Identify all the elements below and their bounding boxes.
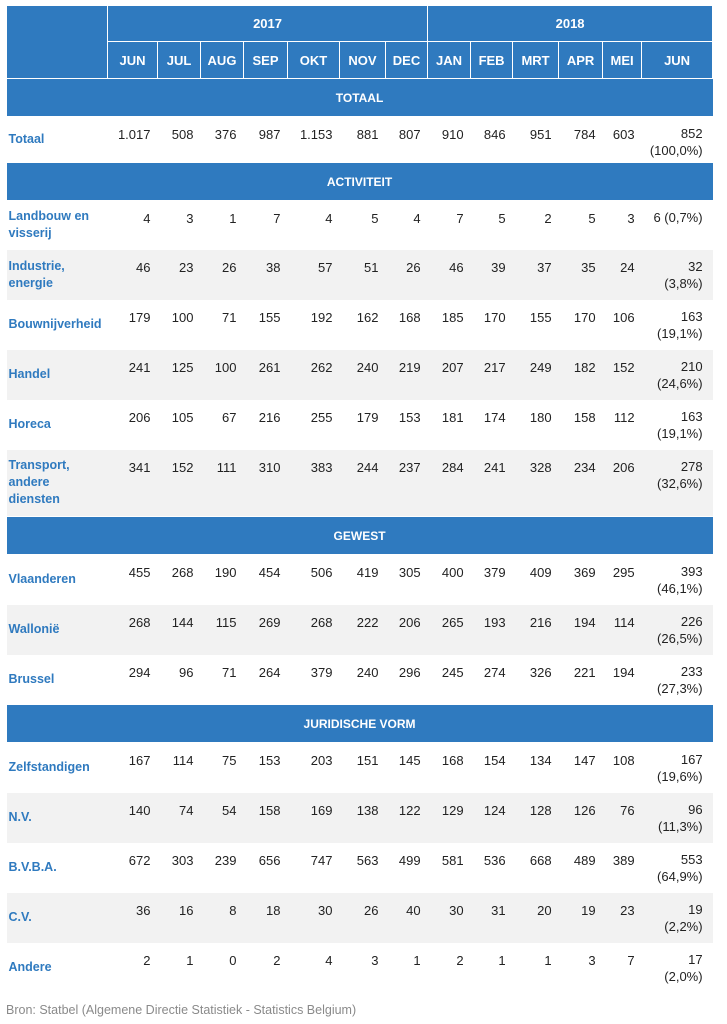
value-cell-latest — [642, 250, 713, 300]
value-cell: 987 — [258, 127, 281, 142]
value-cell-latest — [642, 843, 713, 893]
value-cell: 46 — [108, 250, 158, 300]
value-cell: 167 — [128, 753, 151, 768]
value-cell: 207 — [428, 350, 471, 400]
value-cell: 656 — [258, 852, 281, 868]
value-cell-latest — [642, 555, 713, 605]
value-cell: 383 — [288, 450, 340, 517]
latest-value-line: 163 — [680, 408, 703, 424]
month-header: OKT — [288, 42, 340, 79]
value-cell: 455 — [128, 565, 151, 580]
value-cell: 128 — [513, 793, 559, 843]
value-cell: 35 — [559, 250, 603, 300]
value-cell: 206 — [603, 450, 642, 517]
latest-value-line: (2,0%) — [664, 968, 703, 984]
section-title: JURIDISCHE VORM — [7, 705, 713, 743]
month-header: NOV — [340, 42, 386, 79]
latest-value-line: 393 — [680, 564, 703, 579]
table-row — [7, 943, 713, 993]
section-header-row — [7, 79, 713, 117]
year-header: 2017 — [108, 6, 428, 42]
value-cell-latest — [642, 117, 713, 163]
row-label: Transport, andere diensten — [7, 450, 108, 517]
header-corner — [7, 6, 108, 79]
latest-value-line: 163 — [680, 308, 703, 324]
value-cell: 7 — [627, 952, 635, 968]
value-cell: 37 — [513, 250, 559, 300]
value-cell: 262 — [288, 350, 340, 400]
table-row — [7, 555, 713, 605]
latest-value-line: (32,6%) — [657, 475, 703, 491]
value-cell: 170 — [483, 309, 506, 325]
latest-value-line: 233 — [680, 663, 703, 679]
value-cell: 114 — [603, 605, 642, 655]
value-cell: 296 — [398, 664, 421, 680]
value-cell: 268 — [108, 605, 158, 655]
value-cell-latest — [642, 893, 713, 943]
latest-value-line: 226 — [680, 613, 703, 629]
latest-value-line: 19 — [688, 901, 703, 917]
value-cell: 71 — [222, 664, 237, 680]
value-cell-latest — [642, 300, 713, 350]
value-cell: 672 — [128, 852, 151, 868]
latest-value-line: (24,6%) — [657, 375, 703, 391]
value-cell: 240 — [340, 350, 386, 400]
value-cell: 126 — [559, 793, 603, 843]
value-cell-latest — [642, 201, 713, 250]
latest-value-line: (26,5%) — [657, 630, 703, 646]
value-cell: 19 — [559, 893, 603, 943]
value-cell: 536 — [483, 852, 506, 868]
row-label: Zelfstandigen — [8, 760, 90, 775]
value-cell: 369 — [573, 565, 596, 580]
latest-value-line: 553 — [680, 851, 703, 867]
value-cell: 111 — [201, 450, 244, 517]
value-cell: 112 — [613, 409, 635, 425]
value-cell: 784 — [573, 127, 596, 142]
value-cell: 100 — [201, 350, 244, 400]
value-cell: 239 — [214, 852, 237, 868]
value-cell: 747 — [310, 852, 333, 868]
value-cell: 4 — [325, 952, 333, 968]
latest-value-line: (2,2%) — [664, 918, 703, 934]
value-cell: 26 — [386, 250, 428, 300]
row-label: Andere — [8, 960, 52, 974]
value-cell: 409 — [529, 565, 552, 580]
table-row — [7, 605, 713, 655]
value-cell: 145 — [398, 753, 421, 768]
value-cell: 216 — [513, 605, 559, 655]
latest-value-line: (19,1%) — [657, 425, 703, 441]
month-header: JUL — [158, 42, 201, 79]
value-cell: 241 — [471, 450, 513, 517]
value-cell: 106 — [612, 309, 635, 325]
value-cell: 153 — [398, 409, 421, 425]
latest-value-line: (46,1%) — [657, 581, 703, 596]
value-cell: 71 — [222, 309, 237, 325]
value-cell: 489 — [573, 852, 596, 868]
value-cell: 419 — [356, 565, 379, 580]
value-cell: 154 — [483, 753, 506, 768]
value-cell: 138 — [340, 793, 386, 843]
value-cell: 194 — [612, 664, 635, 680]
latest-value-line: (3,8%) — [664, 275, 703, 291]
latest-value-line: 6 (0,7%) — [653, 210, 703, 225]
value-cell: 376 — [214, 127, 237, 142]
latest-value-line: (11,3%) — [658, 818, 703, 834]
value-cell: 910 — [441, 127, 464, 142]
value-cell: 26 — [340, 893, 386, 943]
value-cell: 3 — [627, 211, 635, 226]
value-cell: 147 — [573, 753, 596, 768]
value-cell: 881 — [356, 127, 379, 142]
value-cell: 75 — [222, 753, 237, 768]
value-cell: 16 — [158, 893, 201, 943]
value-cell: 1.017 — [117, 127, 151, 142]
value-cell-latest — [642, 793, 713, 843]
value-cell: 264 — [258, 664, 281, 680]
value-cell: 1 — [413, 952, 421, 968]
value-cell: 31 — [471, 893, 513, 943]
value-cell: 134 — [529, 753, 552, 768]
value-cell: 2 — [143, 952, 151, 968]
value-cell: 255 — [310, 409, 333, 425]
value-cell: 284 — [428, 450, 471, 517]
row-label: Industrie, energie — [7, 250, 108, 300]
value-cell: 124 — [471, 793, 513, 843]
latest-value-line: (64,9%) — [657, 868, 703, 884]
section-title: GEWEST — [7, 517, 713, 555]
value-cell: 508 — [171, 127, 194, 142]
value-cell: 125 — [158, 350, 201, 400]
value-cell: 951 — [529, 127, 552, 142]
value-cell: 115 — [201, 605, 244, 655]
value-cell: 153 — [258, 753, 281, 768]
latest-value-line: 852 — [680, 126, 703, 141]
value-cell: 26 — [201, 250, 244, 300]
value-cell: 2 — [544, 211, 552, 226]
value-cell: 400 — [441, 565, 464, 580]
value-cell: 67 — [222, 409, 237, 425]
value-cell: 23 — [158, 250, 201, 300]
table-row — [7, 843, 713, 893]
latest-value-line: 210 — [680, 358, 703, 374]
value-cell: 303 — [171, 852, 194, 868]
year-header-row — [7, 6, 713, 42]
value-cell: 181 — [441, 409, 464, 425]
month-header: JUN — [108, 42, 158, 79]
value-cell: 39 — [471, 250, 513, 300]
value-cell: 5 — [498, 211, 506, 226]
value-cell: 237 — [386, 450, 428, 517]
value-cell: 105 — [171, 409, 194, 425]
value-cell: 216 — [258, 409, 281, 425]
value-cell-latest — [642, 655, 713, 705]
row-label: Handel — [7, 350, 108, 400]
value-cell: 244 — [340, 450, 386, 517]
table-row — [7, 117, 713, 163]
latest-value-line: (27,3%) — [657, 680, 703, 696]
value-cell: 194 — [559, 605, 603, 655]
value-cell: 4 — [413, 211, 421, 226]
month-header: SEP — [244, 42, 288, 79]
table-body — [7, 79, 713, 993]
latest-value-line: 96 — [688, 801, 703, 817]
table-row — [7, 250, 713, 300]
value-cell: 108 — [612, 753, 635, 768]
section-header-row — [7, 517, 713, 555]
table-header — [7, 6, 713, 79]
value-cell: 1 — [186, 952, 194, 968]
value-cell: 30 — [288, 893, 340, 943]
latest-value-line: 167 — [680, 752, 703, 767]
latest-value-line: (100,0%) — [649, 143, 703, 158]
value-cell: 206 — [386, 605, 428, 655]
month-header: FEB — [471, 42, 513, 79]
value-cell: 46 — [428, 250, 471, 300]
value-cell: 168 — [398, 309, 421, 325]
value-cell: 305 — [398, 565, 421, 580]
value-cell: 379 — [483, 565, 506, 580]
latest-value-line: 278 — [680, 458, 703, 474]
month-header: MRT — [513, 42, 559, 79]
value-cell: 51 — [340, 250, 386, 300]
value-cell: 24 — [603, 250, 642, 300]
row-label: C.V. — [7, 893, 108, 943]
value-cell: 169 — [288, 793, 340, 843]
value-cell: 294 — [128, 664, 151, 680]
value-cell: 140 — [108, 793, 158, 843]
value-cell: 563 — [356, 852, 379, 868]
table-row — [7, 893, 713, 943]
value-cell: 240 — [356, 664, 379, 680]
value-cell: 20 — [513, 893, 559, 943]
month-header: JUN — [642, 42, 713, 79]
value-cell: 245 — [441, 664, 464, 680]
value-cell: 155 — [529, 309, 552, 325]
value-cell: 603 — [612, 127, 635, 142]
value-cell-latest — [642, 450, 713, 517]
value-cell: 114 — [172, 753, 194, 768]
value-cell: 36 — [108, 893, 158, 943]
source-note: Bron: Statbel (Algemene Directie Statistiek - Statistics Belgium) — [6, 1003, 357, 1017]
month-header: APR — [559, 42, 603, 79]
value-cell: 122 — [386, 793, 428, 843]
value-cell: 268 — [171, 565, 194, 580]
value-cell: 506 — [310, 565, 333, 580]
value-cell: 129 — [428, 793, 471, 843]
value-cell: 261 — [244, 350, 288, 400]
row-label: Brussel — [8, 671, 55, 686]
value-cell-latest — [642, 605, 713, 655]
value-cell: 241 — [108, 350, 158, 400]
value-cell: 310 — [244, 450, 288, 517]
row-label: Wallonië — [7, 605, 108, 655]
value-cell: 846 — [483, 127, 506, 142]
value-cell: 158 — [244, 793, 288, 843]
row-label: Vlaanderen — [8, 572, 76, 587]
latest-value-line: (19,6%) — [657, 769, 703, 784]
latest-value-line: 32 — [688, 258, 703, 274]
value-cell: 1 — [498, 952, 506, 968]
value-cell: 668 — [529, 852, 552, 868]
value-cell: 454 — [258, 565, 281, 580]
value-cell: 18 — [244, 893, 288, 943]
value-cell: 151 — [356, 753, 379, 768]
value-cell: 4 — [143, 211, 151, 226]
table-row — [7, 793, 713, 843]
value-cell: 274 — [483, 664, 506, 680]
month-header: AUG — [201, 42, 244, 79]
value-cell: 379 — [310, 664, 333, 680]
month-header-row — [7, 42, 713, 79]
statistics-table — [6, 5, 713, 993]
value-cell: 499 — [398, 852, 421, 868]
row-label: B.V.B.A. — [8, 860, 57, 874]
section-title: TOTAAL — [7, 79, 713, 117]
value-cell: 1 — [229, 211, 237, 226]
value-cell: 3 — [186, 211, 194, 226]
value-cell: 3 — [371, 952, 379, 968]
month-header: DEC — [386, 42, 428, 79]
value-cell: 152 — [158, 450, 201, 517]
latest-value-line: 17 — [688, 951, 703, 967]
value-cell: 221 — [573, 664, 596, 680]
table-row — [7, 201, 713, 250]
table-row — [7, 450, 713, 517]
row-label: Landbouw en visserij — [8, 209, 90, 241]
value-cell: 155 — [258, 309, 281, 325]
value-cell: 1.153 — [299, 127, 333, 142]
table-row — [7, 655, 713, 705]
value-cell-latest — [642, 350, 713, 400]
year-header: 2018 — [428, 6, 713, 42]
value-cell: 2 — [456, 952, 464, 968]
value-cell: 192 — [310, 309, 333, 325]
value-cell: 168 — [441, 753, 464, 768]
section-header-row — [7, 163, 713, 201]
value-cell: 96 — [179, 664, 194, 680]
section-header-row — [7, 705, 713, 743]
table-row — [7, 400, 713, 450]
value-cell: 4 — [325, 211, 333, 226]
value-cell: 217 — [471, 350, 513, 400]
table-row — [7, 350, 713, 400]
value-cell: 74 — [158, 793, 201, 843]
row-label: N.V. — [7, 793, 108, 843]
value-cell: 203 — [310, 753, 333, 768]
value-cell: 40 — [386, 893, 428, 943]
value-cell: 174 — [483, 409, 506, 425]
value-cell: 341 — [108, 450, 158, 517]
row-label: Totaal — [8, 132, 45, 146]
value-cell: 76 — [603, 793, 642, 843]
value-cell: 5 — [371, 211, 379, 226]
value-cell-latest — [642, 943, 713, 993]
value-cell: 8 — [201, 893, 244, 943]
value-cell: 269 — [244, 605, 288, 655]
value-cell: 54 — [201, 793, 244, 843]
value-cell: 268 — [288, 605, 340, 655]
month-header: JAN — [428, 42, 471, 79]
value-cell: 30 — [428, 893, 471, 943]
table-row — [7, 743, 713, 793]
value-cell: 219 — [386, 350, 428, 400]
value-cell: 389 — [612, 852, 635, 868]
value-cell: 2 — [273, 952, 281, 968]
value-cell: 249 — [513, 350, 559, 400]
table-row — [7, 300, 713, 350]
row-label: Bouwnijverheid — [8, 317, 102, 331]
value-cell: 23 — [603, 893, 642, 943]
value-cell: 206 — [128, 409, 151, 425]
value-cell: 100 — [171, 309, 194, 325]
value-cell: 179 — [128, 309, 151, 325]
row-label: Horeca — [8, 417, 51, 431]
value-cell: 295 — [612, 565, 635, 580]
section-title: ACTIVITEIT — [7, 163, 713, 201]
value-cell: 158 — [573, 409, 596, 425]
value-cell: 193 — [471, 605, 513, 655]
value-cell: 185 — [441, 309, 464, 325]
value-cell: 152 — [603, 350, 642, 400]
value-cell: 222 — [340, 605, 386, 655]
value-cell: 170 — [573, 309, 596, 325]
value-cell-latest — [642, 743, 713, 793]
value-cell: 38 — [244, 250, 288, 300]
value-cell-latest — [642, 400, 713, 450]
value-cell: 57 — [288, 250, 340, 300]
value-cell: 7 — [456, 211, 464, 226]
value-cell: 328 — [513, 450, 559, 517]
month-header: MEI — [603, 42, 642, 79]
value-cell: 5 — [588, 211, 596, 226]
value-cell: 190 — [214, 565, 237, 580]
value-cell: 1 — [544, 952, 552, 968]
value-cell: 326 — [529, 664, 552, 680]
value-cell: 7 — [273, 211, 281, 226]
value-cell: 179 — [356, 409, 379, 425]
value-cell: 234 — [559, 450, 603, 517]
value-cell: 3 — [588, 952, 596, 968]
value-cell: 182 — [559, 350, 603, 400]
value-cell: 0 — [229, 952, 237, 968]
value-cell: 180 — [529, 409, 552, 425]
value-cell: 265 — [428, 605, 471, 655]
value-cell: 162 — [356, 309, 379, 325]
value-cell: 807 — [398, 127, 421, 142]
latest-value-line: (19,1%) — [657, 325, 703, 341]
value-cell: 144 — [158, 605, 201, 655]
value-cell: 581 — [441, 852, 464, 868]
